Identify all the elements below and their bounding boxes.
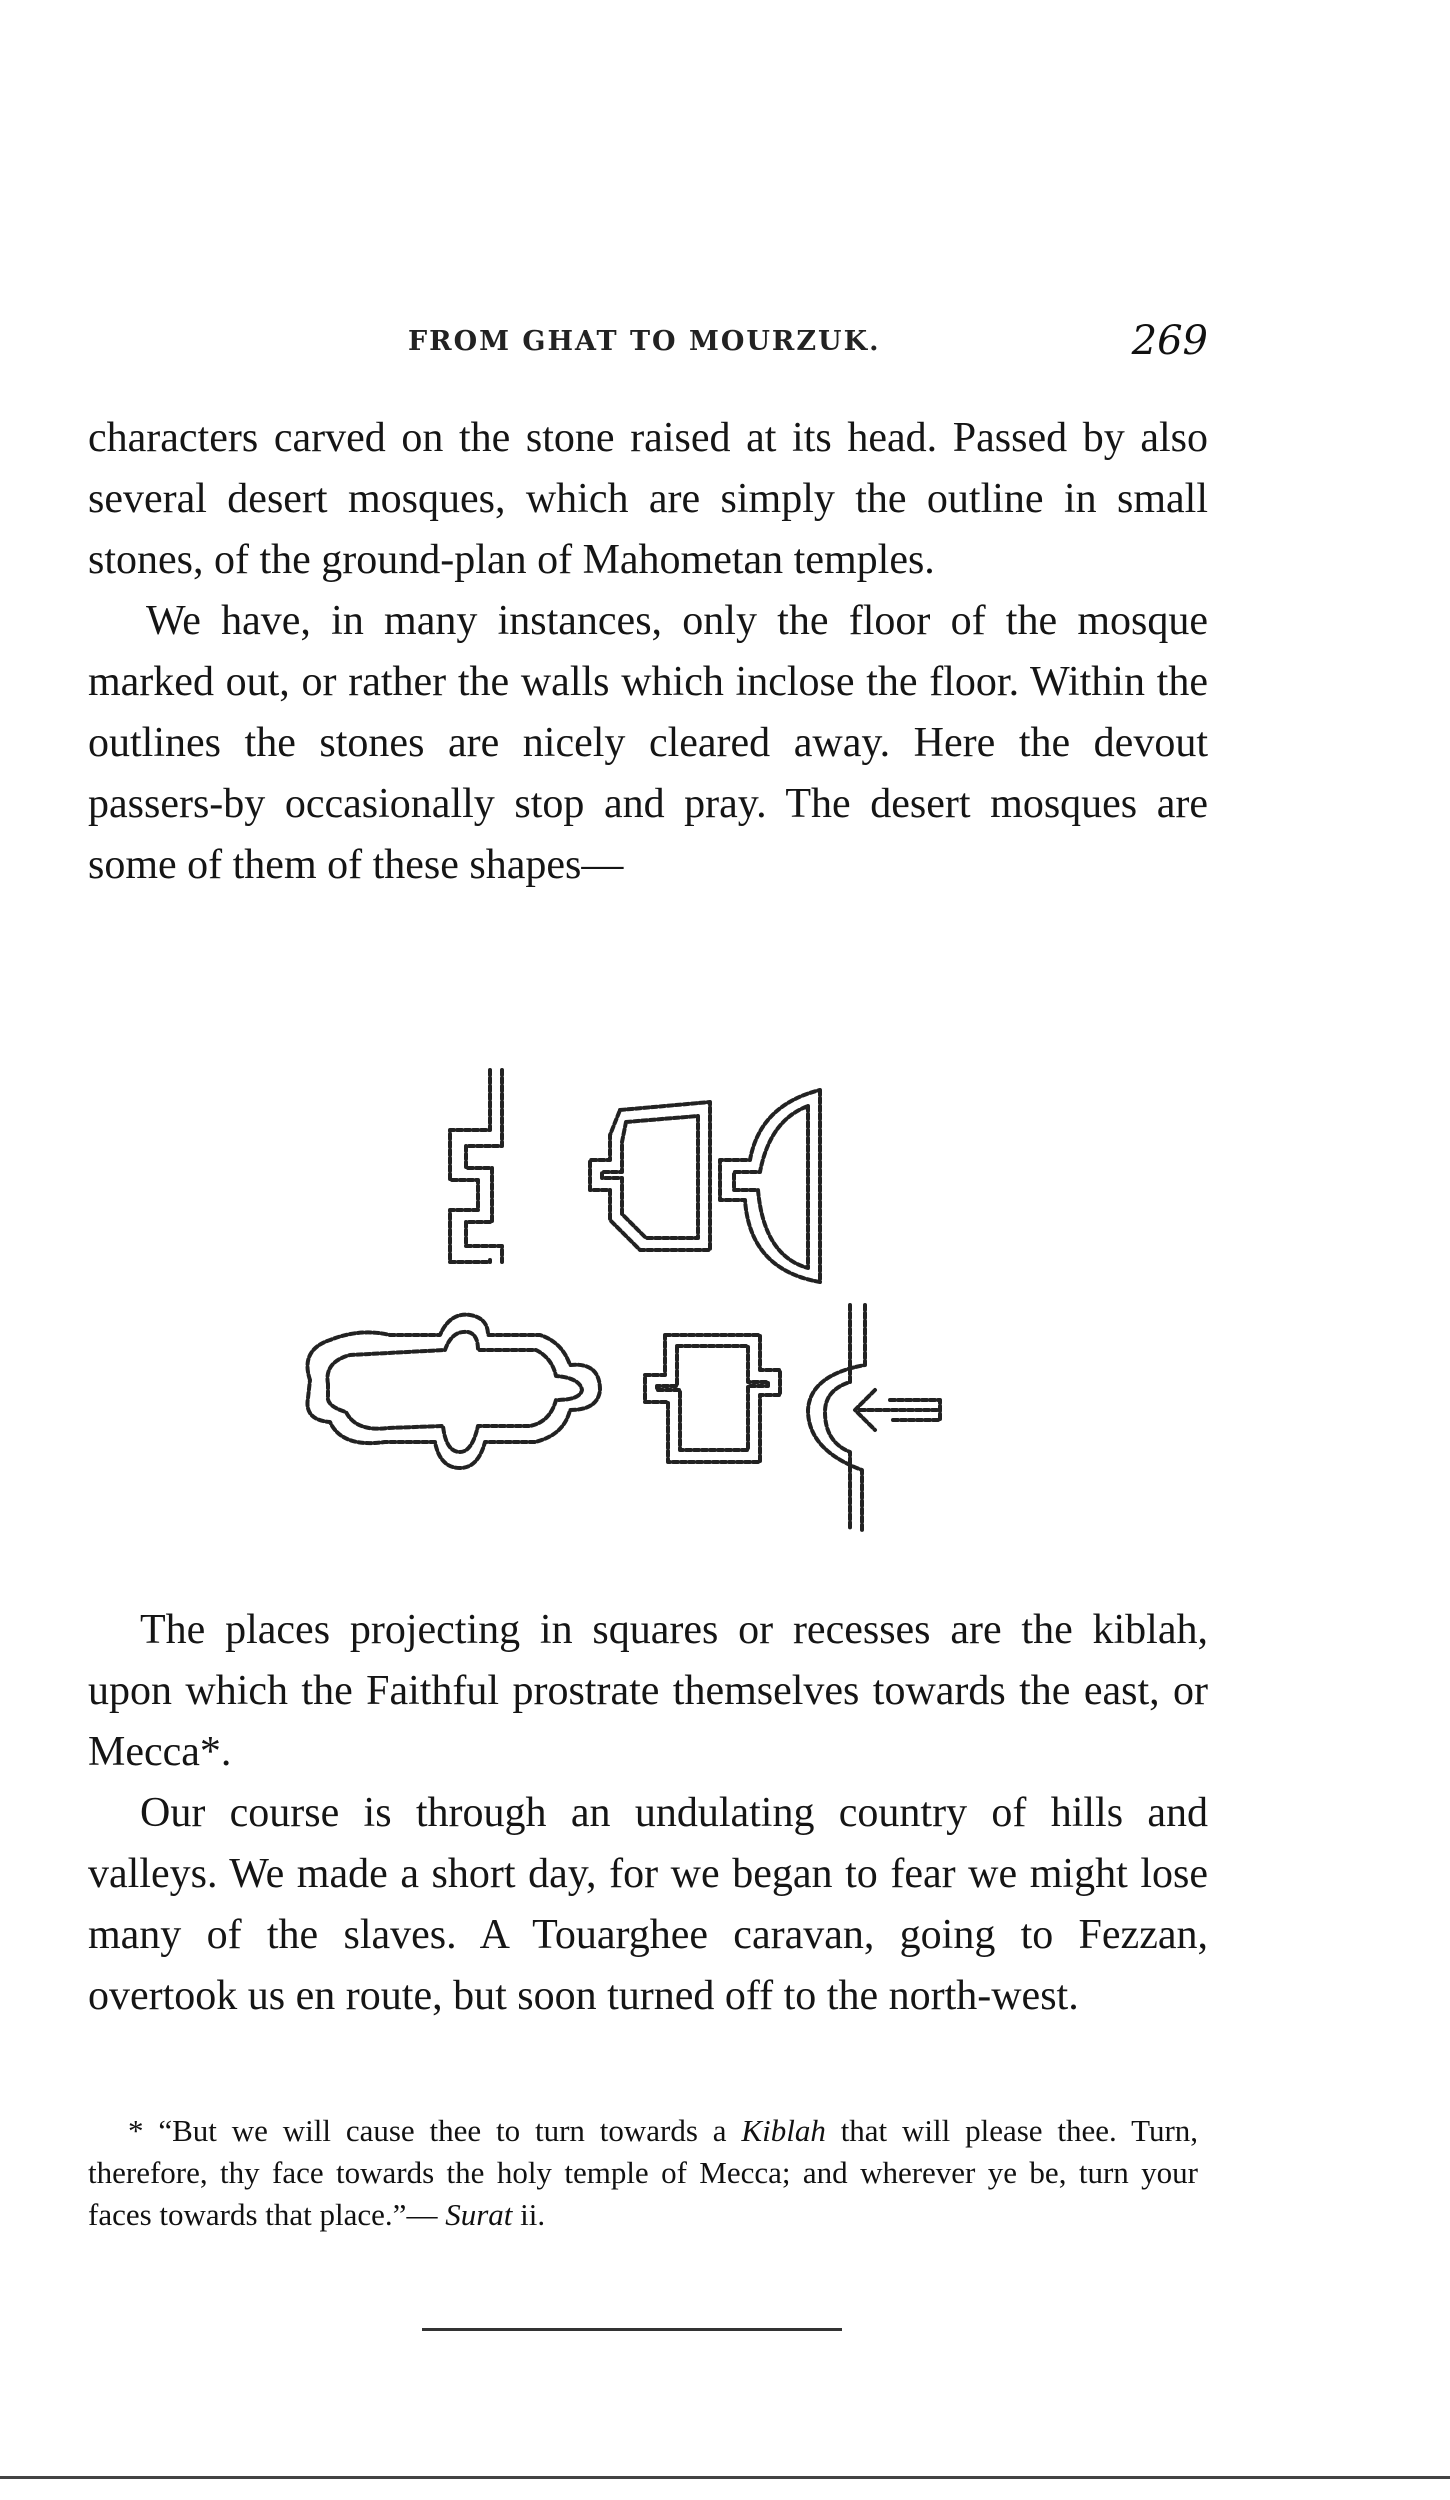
- footnote-text-before: “But we will cause thee to turn towards a: [158, 2113, 727, 2148]
- paragraph-3: The places projecting in squares or recesses are the kiblah, upon which the Faithful prostrate themselves towards the east, or Mecca*.: [88, 1607, 1208, 1775]
- paragraph-2: We have, in many instances, only the floor of the mosque marked out, or rather the walls which inclose the floor. Within the outlines the stones are nicely cleared away. Here the devout passers-by occasionally stop and pray. The desert mosques are some of them of these shapes—: [88, 598, 1208, 888]
- footnote: [88, 2110, 1198, 2236]
- mosque-shape-cross-lobed-inner: [327, 1332, 582, 1452]
- paragraph-1: characters carved on the stone raised at its head. Passed by also several desert mosques, which are simply the outline in small stones, of the ground-plan of Mahometan temples.: [88, 415, 1208, 583]
- mosque-shape-rectangle-inner: [657, 1346, 768, 1450]
- mosque-shape-half-round-inner: [734, 1106, 808, 1268]
- footnote-source-ref: ii.: [520, 2197, 546, 2232]
- mosque-shape-trapezoid-inner: [602, 1116, 698, 1238]
- footnote-text-after: that will please thee. Turn, therefore, thy face towards the holy temple of Mecca; and wherever ye be, turn your faces towards that place.”—: [88, 2113, 1199, 2232]
- paragraph-4: Our course is through an undulating country of hills and valleys. We made a short day, for we began to fear we might lose many of the slaves. A Touarghee caravan, going to Fezzan, overtook us en route, but soon turned off to the north-west.: [88, 1790, 1208, 2019]
- footnote-kiblah: Kiblah: [741, 2113, 826, 2148]
- running-head: [88, 318, 1208, 368]
- mosque-shape-arrow-arc: [808, 1305, 865, 1530]
- footnote-rule: [422, 2328, 842, 2331]
- mosque-figures: [280, 1050, 1040, 1560]
- page-number: 269: [1131, 318, 1208, 364]
- mosque-shape-rectangle: [645, 1335, 780, 1462]
- body-text-bottom: [88, 1600, 1208, 2027]
- mosque-shape-arrow: [855, 1390, 940, 1430]
- body-text-top: [88, 408, 1208, 896]
- footnote-marker: *: [128, 2113, 144, 2148]
- mosque-figures-svg: [280, 1050, 1040, 1560]
- page-bottom-rule: [0, 2476, 1450, 2479]
- running-title: FROM GHAT TO MOURZUK.: [408, 326, 881, 357]
- mosque-shape-arrow-arc-inner: [825, 1305, 850, 1530]
- mosque-shape-zigzag-inner: [466, 1070, 502, 1262]
- footnote-source: Surat: [445, 2197, 513, 2232]
